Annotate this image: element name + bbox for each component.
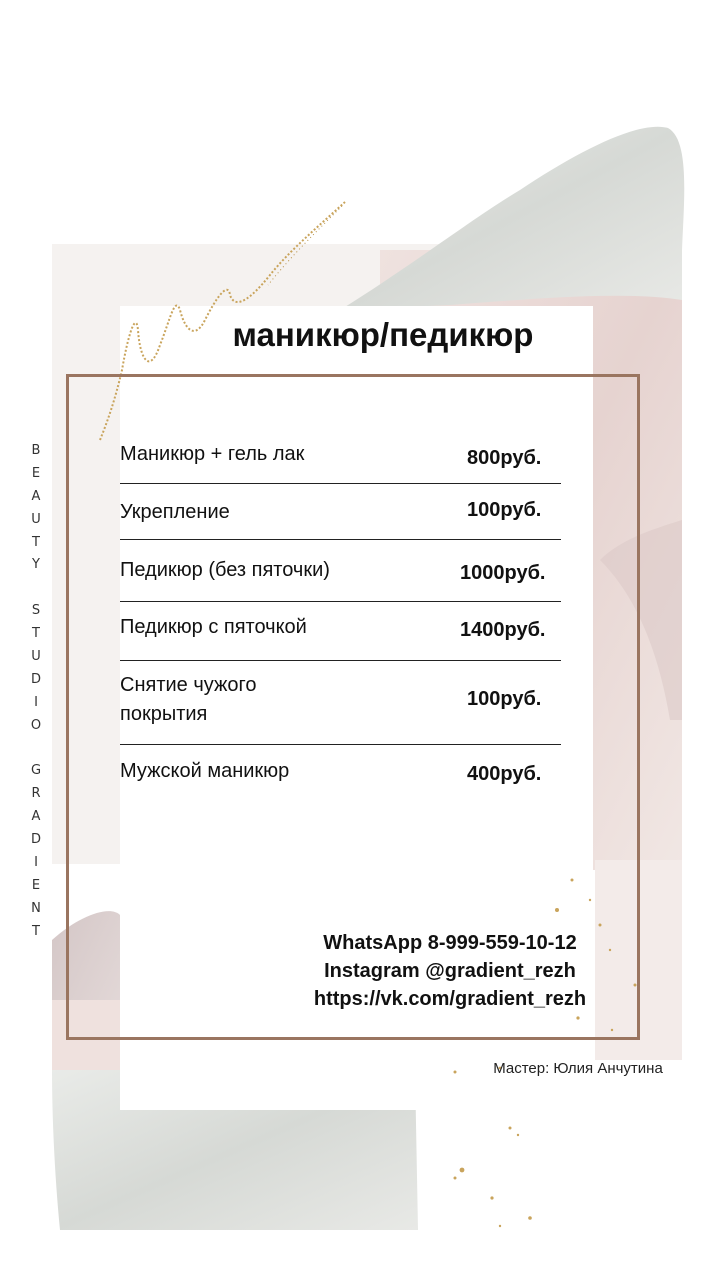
- whatsapp-contact[interactable]: WhatsApp 8-999-559-10-12: [323, 932, 577, 954]
- side-brand-text: [28, 440, 44, 944]
- side-letter: T: [32, 923, 40, 939]
- side-letter: G: [30, 763, 42, 779]
- row-divider: [120, 660, 561, 661]
- row-divider: [120, 744, 561, 745]
- side-letter: T: [32, 534, 40, 550]
- side-letter: D: [30, 832, 41, 848]
- service-price: 1000руб.: [460, 562, 546, 584]
- page-title: маникюр/педикюр: [232, 316, 534, 353]
- row-divider: [120, 483, 561, 484]
- vk-link[interactable]: https://vk.com/gradient_rezh: [313, 988, 587, 1010]
- side-letter: U: [31, 649, 41, 665]
- side-letter: A: [31, 488, 41, 504]
- service-price: 400руб.: [467, 763, 542, 785]
- side-letter: R: [31, 786, 41, 802]
- side-letter: T: [32, 626, 40, 642]
- side-letter: B: [31, 443, 41, 458]
- side-letter: N: [31, 900, 41, 916]
- row-divider: [120, 539, 561, 540]
- contacts-block: [292, 929, 608, 1013]
- side-letter: I: [34, 855, 38, 871]
- service-price: 800руб.: [467, 447, 542, 469]
- service-price: 100руб.: [467, 688, 542, 710]
- side-letter: D: [30, 671, 41, 687]
- service-name: Педикюр с пяточкой: [120, 616, 307, 638]
- side-letter: S: [31, 603, 41, 619]
- side-letter: E: [31, 465, 41, 481]
- side-letter: O: [30, 717, 42, 733]
- service-price: 100руб.: [467, 499, 542, 521]
- service-name: Маникюр + гель лак: [120, 443, 305, 465]
- service-name: Снятие чужого покрытия: [120, 674, 257, 725]
- side-letter: E: [31, 877, 41, 893]
- service-name: Педикюр (без пяточки): [120, 559, 330, 581]
- side-letter: [28, 577, 44, 600]
- service-name: Укрепление: [120, 501, 230, 523]
- service-name: Мужской маникюр: [120, 760, 290, 782]
- side-letter: Y: [32, 557, 40, 573]
- master-name: Мастер: Юлия Анчутина: [493, 1060, 663, 1077]
- side-letter: A: [31, 809, 41, 825]
- side-letter: U: [31, 511, 41, 527]
- side-letter: I: [34, 694, 38, 710]
- instagram-contact[interactable]: Instagram @gradient_rezh: [324, 960, 576, 982]
- side-letter: [28, 738, 44, 761]
- service-price: 1400руб.: [460, 619, 546, 641]
- row-divider: [120, 601, 561, 602]
